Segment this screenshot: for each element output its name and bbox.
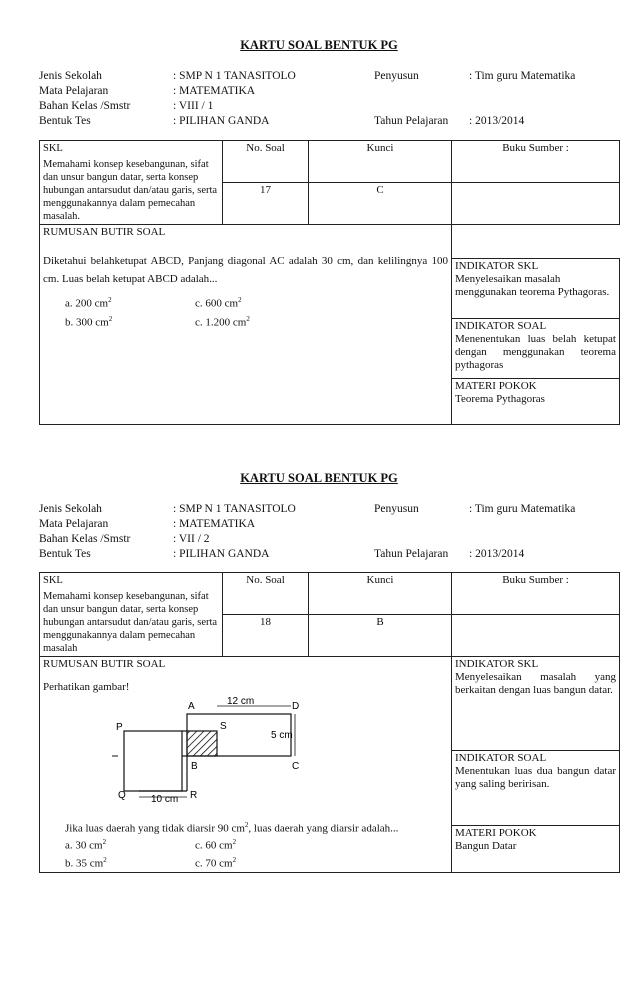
point-s-label: S (220, 721, 227, 732)
indikator-soal-text: Menenentukan luas belah ketupat dengan menggunakan teorema pythagoras (455, 333, 616, 371)
skl-cell (40, 573, 223, 657)
rumusan-cell (40, 657, 452, 873)
figure-intro: Perhatikan gambar! (43, 681, 130, 693)
card-1-meta (39, 69, 619, 129)
point-p-label: P (116, 722, 123, 733)
jenis-value: : SMP N 1 TANASITOLO (173, 503, 296, 515)
penyusun-label: Penyusun (374, 503, 419, 515)
indikator-skl-heading: INDIKATOR SKL (455, 658, 539, 670)
option-a: a. 200 $cm^2$ (65, 296, 112, 310)
tahun-value: : 2013/2014 (469, 115, 525, 127)
rumusan-cell (40, 225, 452, 425)
indikator-skl-cell (452, 259, 620, 319)
bentuk-value: : PILIHAN GANDA (173, 548, 270, 560)
option-a: a. 30 $cm^2$ (65, 837, 107, 852)
card-1-title: KARTU SOAL BENTUK PG (240, 38, 398, 52)
materi-heading: MATERI POKOK (455, 380, 537, 392)
no-soal-label: No. Soal (223, 573, 309, 615)
question-text: Diketahui belahketupat ABCD, Panjang diagonal AC adalah 30 cm, dan kelilingnya 100 cm. Luas belah ketupat ABCD adalah... (43, 255, 448, 285)
jenis-label: Jenis Sekolah (39, 70, 102, 82)
card-2-meta (39, 502, 619, 562)
materi-cell (452, 826, 620, 873)
bentuk-value: : PILIHAN GANDA (173, 115, 270, 127)
point-c-label: C (292, 761, 299, 772)
indikator-skl-cell (452, 657, 620, 751)
point-b-label: B (191, 761, 198, 772)
card-2-title: KARTU SOAL BENTUK PG (240, 471, 398, 485)
kelas-label: Bahan Kelas /Smstr (39, 100, 131, 112)
buku-sumber-label: Buku Sumber : (452, 573, 620, 615)
materi-heading: MATERI POKOK (455, 827, 537, 840)
indikator-soal-text: Menentukan luas dua bangun datar yang saling beririsan. (455, 764, 616, 790)
option-c: c. 60 $cm^2$ (195, 837, 237, 852)
indikator-skl-text: Menyelesaikan masalah menggunakan teorema Pythagoras. (455, 273, 610, 298)
kelas-label: Bahan Kelas /Smstr (39, 533, 131, 545)
indikator-soal-heading: INDIKATOR SOAL (455, 751, 547, 764)
point-q-label: Q (118, 790, 126, 801)
indikator-skl-text: Menyelesaikan masalah yang berkaitan dengan luas bangun datar. (455, 671, 616, 696)
option-c: c. 600 $cm^2$ (195, 296, 242, 310)
options (65, 294, 448, 329)
point-r-label: R (190, 790, 198, 801)
tahun-value: : 2013/2014 (469, 548, 525, 560)
skl-text: Memahami konsep kesebangunan, sifat dan unsur bangun datar, serta konsep hubungan antarsudut dan/atau garis, serta menggunakannya dalam pemecahan masalah (43, 591, 218, 654)
card-1-table (39, 140, 620, 425)
kunci-label: Kunci (309, 141, 452, 183)
geometry-figure (99, 694, 299, 802)
point-a-label: A (188, 701, 195, 712)
mapel-value: : MATEMATIKA (173, 85, 256, 97)
no-soal-value: 18 (223, 615, 309, 657)
penyusun-label: Penyusun (374, 70, 419, 82)
buku-sumber-value (452, 615, 620, 657)
materi-cell (452, 379, 620, 425)
indikator-skl-heading: INDIKATOR SKL (455, 260, 539, 272)
buku-sumber-label: Buku Sumber : (452, 141, 620, 183)
bentuk-label: Bentuk Tes (39, 115, 91, 127)
tahun-label: Tahun Pelajaran (374, 548, 449, 560)
indikator-soal-cell (452, 750, 620, 825)
top-dimension-label: 12 cm (227, 696, 255, 707)
materi-text: Bangun Datar (455, 840, 517, 853)
skl-text: Memahami konsep kesebangunan, sifat dan unsur bangun datar, serta konsep hubungan antarsudut dan/atau garis, serta menggunakannya dalam pemecahan masalah. (43, 159, 218, 222)
card-2-table (39, 572, 620, 873)
options (65, 836, 448, 871)
skl-heading: SKL (43, 575, 63, 586)
rumusan-heading: RUMUSAN BUTIR SOAL (43, 226, 166, 238)
square-pqrs (124, 731, 182, 791)
indikator-soal-cell (452, 319, 620, 379)
tahun-label: Tahun Pelajaran (374, 115, 449, 127)
kunci-value: C (309, 183, 452, 225)
mapel-label: Mata Pelajaran (39, 85, 109, 97)
bottom-dimension-label: 10 cm (151, 794, 179, 802)
skl-cell (40, 141, 223, 225)
option-b: b. 35 $cm^2$ (65, 856, 107, 870)
kunci-value: B (309, 615, 452, 657)
mapel-label: Mata Pelajaran (39, 518, 109, 530)
jenis-label: Jenis Sekolah (39, 503, 102, 515)
buku-sumber-value (452, 183, 620, 225)
materi-text: Teorema Pythagoras (455, 393, 545, 405)
indikator-soal-heading: INDIKATOR SOAL (455, 320, 547, 332)
bentuk-label: Bentuk Tes (39, 548, 91, 560)
right-dimension-label: 5 cm (271, 730, 293, 741)
kelas-value: : VIII / 1 (173, 100, 214, 112)
jenis-value: : SMP N 1 TANASITOLO (173, 70, 296, 82)
penyusun-value: : Tim guru Matematika (469, 70, 576, 82)
mapel-value: : MATEMATIKA (173, 518, 256, 530)
point-d-label: D (292, 701, 299, 712)
no-soal-value: 17 (223, 183, 309, 225)
no-soal-label: No. Soal (223, 141, 309, 183)
option-b: b. 300 $cm^2$ (65, 314, 113, 329)
shaded-overlap (187, 731, 217, 756)
kunci-label: Kunci (309, 573, 452, 615)
option-d: c. 1.200 $cm^2$ (195, 314, 250, 329)
kelas-value: : VII / 2 (173, 533, 210, 545)
rumusan-heading: RUMUSAN BUTIR SOAL (43, 658, 166, 670)
skl-heading: SKL (43, 143, 63, 154)
question-text: Jika luas daerah yang tidak diarsir 90 $cm^2$, luas daerah yang diarsir adalah... (65, 821, 399, 835)
penyusun-value: : Tim guru Matematika (469, 503, 576, 515)
option-d: c. 70 $cm^2$ (195, 856, 237, 870)
